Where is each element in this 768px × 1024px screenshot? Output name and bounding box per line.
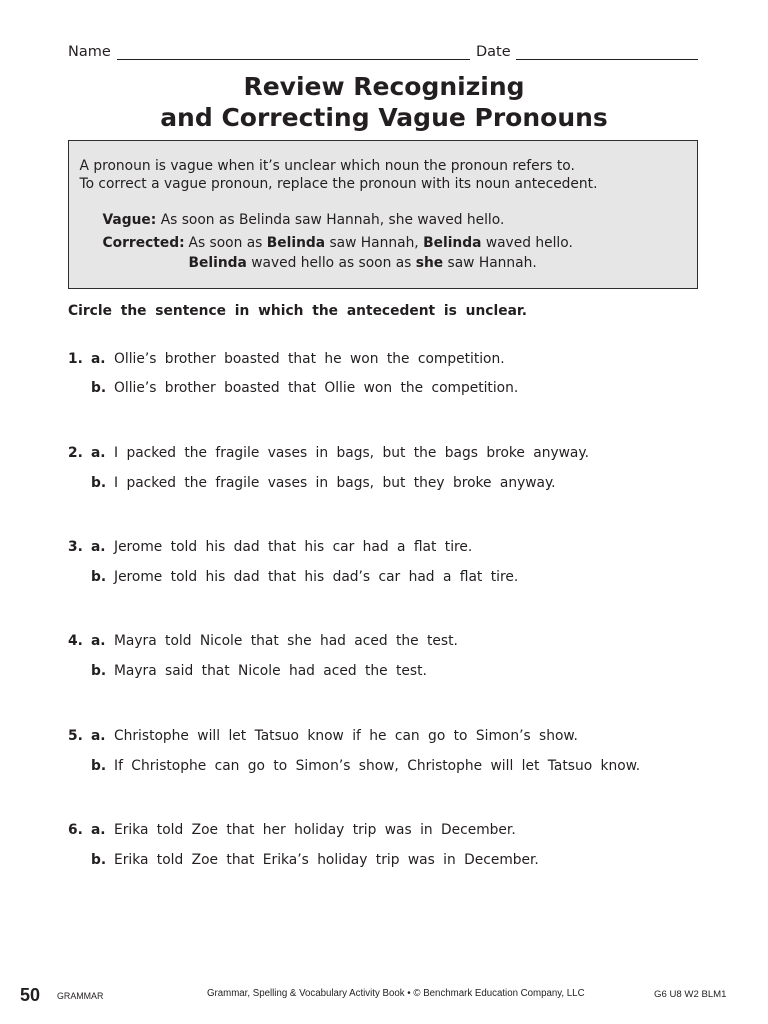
option-letter: b. <box>91 852 107 868</box>
name-blank-line <box>117 59 470 60</box>
exercise-6-option-a <box>68 820 516 840</box>
option-letter: b. <box>91 663 107 679</box>
exercise-5-option-b <box>68 756 640 776</box>
corrected-text-segment: waved hello. <box>481 234 573 251</box>
corrected-text-segment: saw Hannah, <box>325 234 424 251</box>
exercise-5-option-a <box>68 726 578 746</box>
option-letter: b. <box>91 475 107 491</box>
corrected-antecedent: Belinda <box>423 234 482 251</box>
option-sentence: Ollie’s brother boasted that he won the competition. <box>114 351 505 367</box>
vague-example-text: As soon as Belinda saw Hannah, she waved hello. <box>160 211 505 228</box>
corrected-label <box>103 234 185 252</box>
date-label: Date <box>476 44 511 60</box>
option-sentence: Erika told Zoe that Erika’s holiday trip was in December. <box>114 852 539 868</box>
exercise-2-option-b <box>68 473 556 493</box>
option-sentence: Jerome told his dad that his car had a flat tire. <box>114 539 473 555</box>
exercise-number: 4. <box>68 633 83 649</box>
page-title-line-2: and Correcting Vague Pronouns <box>160 103 608 132</box>
option-sentence: I packed the fragile vases in bags, but the bags broke anyway. <box>114 445 589 461</box>
option-letter: b. <box>91 569 107 585</box>
option-sentence: If Christophe can go to Simon’s show, Christophe will let Tatsuo know. <box>114 758 641 774</box>
option-sentence: Jerome told his dad that his dad’s car had a flat tire. <box>114 569 519 585</box>
option-sentence: Ollie’s brother boasted that Ollie won the competition. <box>114 380 519 396</box>
exercise-number: 2. <box>68 445 83 461</box>
date-blank-line <box>516 59 698 60</box>
exercise-4-option-b <box>68 661 427 681</box>
exercise-1-option-b <box>68 378 518 398</box>
name-label: Name <box>68 44 111 60</box>
instruction-text: Circle the sentence in which the antecedent is unclear. <box>68 303 527 319</box>
corrected-text-segment: As soon as <box>188 234 267 251</box>
page-number: 50 <box>20 985 41 1005</box>
exercise-2-option-a <box>68 443 589 463</box>
exercise-number: 6. <box>68 822 83 838</box>
corrected-pronoun: she <box>415 254 444 271</box>
exercise-3-option-a <box>68 537 472 557</box>
option-letter: b. <box>91 758 107 774</box>
corrected-example-line-2 <box>189 254 537 272</box>
page-title-line-1: Review Recognizing <box>243 72 525 101</box>
option-sentence: Erika told Zoe that her holiday trip was in December. <box>114 822 516 838</box>
option-letter: a. <box>91 351 106 367</box>
option-sentence: Mayra said that Nicole had aced the test. <box>114 663 427 679</box>
option-letter: a. <box>91 822 106 838</box>
footer-credit: Grammar, Spelling & Vocabulary Activity Book • © Benchmark Education Company, LLC <box>207 988 585 999</box>
exercise-number: 5. <box>68 728 83 744</box>
option-letter: b. <box>91 380 107 396</box>
option-letter: a. <box>91 445 106 461</box>
exercise-3-option-b <box>68 567 518 587</box>
exercise-number: 1. <box>68 351 83 367</box>
corrected-antecedent: Belinda <box>188 254 247 271</box>
exercise-4-option-a <box>68 631 458 651</box>
exercise-6-option-b <box>68 850 539 870</box>
corrected-label-text: Corrected: <box>102 234 185 251</box>
option-sentence: Mayra told Nicole that she had aced the test. <box>114 633 458 649</box>
definition-line-2: To correct a vague pronoun, replace the pronoun with its noun antecedent. <box>79 175 598 192</box>
option-letter: a. <box>91 539 106 555</box>
exercise-number: 3. <box>68 539 83 555</box>
exercise-1-option-a <box>68 349 505 369</box>
option-sentence: Christophe will let Tatsuo know if he can go to Simon’s show. <box>114 728 578 744</box>
vague-example <box>103 211 505 229</box>
corrected-antecedent: Belinda <box>266 234 326 251</box>
corrected-text-segment: saw Hannah. <box>443 254 537 271</box>
corrected-text-segment: waved hello as soon as <box>246 254 416 271</box>
option-letter: a. <box>91 728 106 744</box>
option-sentence: I packed the fragile vases in bags, but they broke anyway. <box>114 475 556 491</box>
vague-label: Vague: <box>102 211 157 228</box>
section-label: GRAMMAR <box>57 991 104 1001</box>
option-letter: a. <box>91 633 106 649</box>
corrected-example-line-1 <box>189 234 573 252</box>
definition-line-1: A pronoun is vague when it’s unclear which noun the pronoun refers to. <box>79 157 575 174</box>
footer-code: G6 U8 W2 BLM1 <box>654 989 727 1000</box>
info-box <box>68 140 698 289</box>
